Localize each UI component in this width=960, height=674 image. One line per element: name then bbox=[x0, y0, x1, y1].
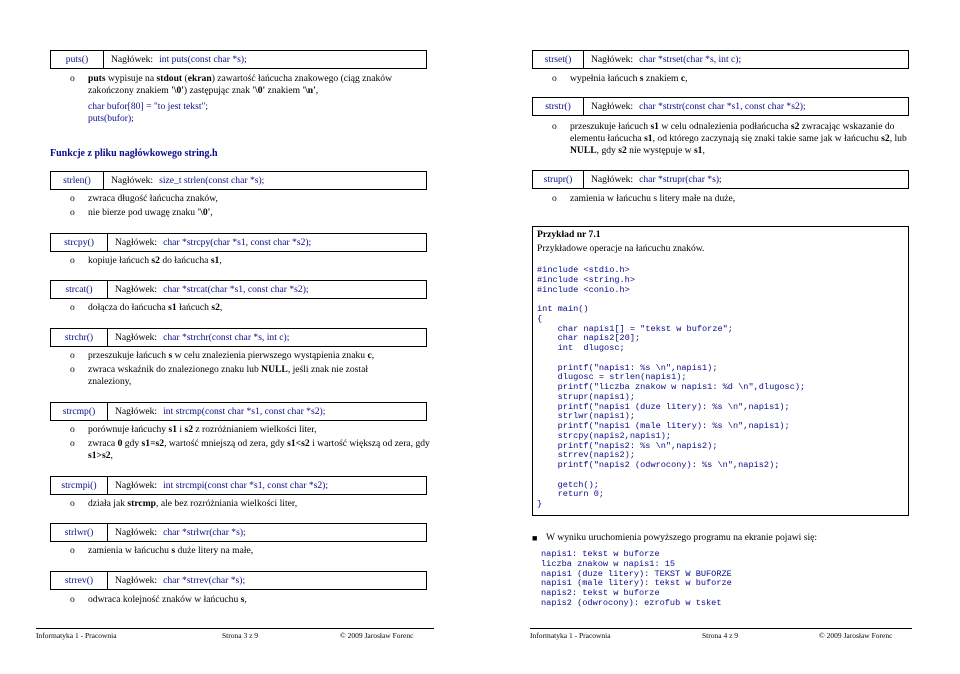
header-label: Nagłówek: bbox=[115, 575, 158, 586]
header-label: Nagłówek: bbox=[115, 480, 158, 491]
example-subtitle: Przykładowe operacje na łańcuchu znaków. bbox=[537, 243, 705, 254]
strcmp-header-box bbox=[50, 402, 427, 421]
function-name: strcmpi() bbox=[51, 477, 108, 494]
strcmpi-header-box bbox=[50, 476, 427, 495]
footer-copyright: © 2009 Jarosław Forenc bbox=[340, 631, 414, 640]
strupr-bullet1: o zamienia w łańcuchu s litery małe na duże, bbox=[552, 193, 736, 204]
strrev-header-box bbox=[50, 571, 427, 590]
function-signature: size_t strlen(const char *s); bbox=[159, 175, 265, 186]
footer-page-number: Strona 3 z 9 bbox=[222, 631, 259, 640]
function-signature: char *strupr(char *s); bbox=[639, 174, 722, 185]
strcat-header-box bbox=[50, 280, 427, 299]
function-signature: char *strrev(char *s); bbox=[163, 575, 246, 586]
function-name: strupr() bbox=[533, 171, 584, 188]
header-label: Nagłówek: bbox=[591, 54, 634, 65]
header-label: Nagłówek: bbox=[115, 237, 158, 248]
function-name: strcmp() bbox=[51, 403, 108, 420]
function-signature: char *strchr(const char *s, int c); bbox=[163, 332, 290, 343]
section-title: Funkcje z pliku nagłówkowego string.h bbox=[50, 148, 218, 159]
function-signature: int puts(const char *s); bbox=[159, 54, 247, 65]
strset-header-box bbox=[532, 50, 909, 69]
header-label: Nagłówek: bbox=[111, 54, 154, 65]
strlwr-header-box bbox=[50, 523, 427, 542]
header-label: Nagłówek: bbox=[115, 332, 158, 343]
header-label: Nagłówek: bbox=[111, 175, 154, 186]
function-name: puts() bbox=[51, 51, 104, 68]
strstr-bullet1: o przeszukuje łańcuch s1 w celu odnalezienia podłańcucha s2 zwracając wskazanie do elementu łańcucha s1, od którego zaczynają się znaki takie same jak w łańcuchu s2, lub NULL, gdy s2 nie występuje w s1, bbox=[552, 121, 907, 156]
footer-copyright: © 2009 Jarosław Forenc bbox=[819, 631, 893, 640]
header-label: Nagłówek: bbox=[115, 406, 158, 417]
function-name: strcat() bbox=[51, 281, 108, 298]
function-name: strlwr() bbox=[51, 524, 108, 541]
strrev-bullet1: o odwraca kolejność znaków w łańcuchu s, bbox=[70, 594, 247, 605]
strcmpi-bullet1: o działa jak strcmp, ale bez rozróżniania wielkości liter, bbox=[70, 498, 298, 509]
right-page bbox=[480, 0, 960, 674]
function-name: strset() bbox=[533, 51, 584, 68]
example-box bbox=[532, 226, 909, 516]
function-signature: int strcmp(const char *s1, const char *s2); bbox=[163, 406, 326, 417]
strlwr-bullet1: o zamienia w łańcuchu s duże litery na małe, bbox=[70, 545, 254, 556]
strupr-header-box bbox=[532, 170, 909, 189]
strcmp-bullet2: o zwraca 0 gdy s1=s2, wartość mniejszą od zera, gdy s1<s2 i wartość większą od zera, gdy s1>s2, bbox=[70, 438, 430, 461]
header-label: Nagłówek: bbox=[591, 174, 634, 185]
function-name: strrev() bbox=[51, 572, 108, 589]
strlen-bullet1: o zwraca długość łańcucha znaków, bbox=[70, 193, 218, 204]
footer-rule bbox=[530, 628, 912, 629]
strset-bullet1: o wypełnia łańcuch s znakiem c, bbox=[552, 73, 688, 84]
strcpy-bullet1: o kopiuje łańcuch s2 do łańcucha s1, bbox=[70, 255, 222, 266]
header-label: Nagłówek: bbox=[591, 101, 634, 112]
strchr-bullet1: o przeszukuje łańcuch s w celu znalezienia pierwszego wystąpienia znaku c, bbox=[70, 350, 375, 361]
function-name: strcpy() bbox=[51, 234, 108, 251]
function-signature: int strcmpi(const char *s1, const char *s2); bbox=[163, 480, 329, 491]
footer-course: Informatyka 1 - Pracownia bbox=[36, 631, 117, 640]
function-signature: char *strlwr(char *s); bbox=[163, 527, 246, 538]
function-name: strstr() bbox=[533, 98, 584, 115]
strstr-header-box bbox=[532, 97, 909, 116]
strcpy-header-box bbox=[50, 233, 427, 252]
puts-example-line2: puts(bufor); bbox=[88, 113, 134, 124]
footer-course: Informatyka 1 - Pracownia bbox=[530, 631, 611, 640]
strchr-header-box bbox=[50, 328, 427, 347]
function-name: strchr() bbox=[51, 329, 108, 346]
function-signature: char *strcpy(char *s1, const char *s2); bbox=[163, 237, 312, 248]
result-intro: ■ W wyniku uruchomienia powyższego programu na ekranie pojawi się: bbox=[532, 532, 818, 543]
example-code: #include <stdio.h> #include <string.h> #include <conio.h> int main() { char napis1[] = "tekst w buforze"; char napis2[20]; int dlugosc; printf("napis1: %s \n",napis1); dlugosc = strlen(napis1); printf("liczba znakow w napis1: %d \n",dlugosc); strupr(napis1); printf("napis1 (duze litery): %s \n",napis1); strlwr(napis1); printf("napis1 (male litery): %s \n",napis1); strcpy(napis2,napis1); printf("napis2: %s \n",napis2); strrev(napis2); printf("napis2 (odwrocony): %s \n",napis2); getch(); return 0; } bbox=[537, 265, 806, 509]
strcmp-bullet1: o porównuje łańcuchy s1 i s2 z rozróżnianiem wielkości liter, bbox=[70, 424, 317, 435]
example-title: Przykład nr 7.1 bbox=[537, 229, 601, 240]
puts-header-box bbox=[50, 50, 427, 69]
strlen-header-box bbox=[50, 171, 427, 190]
footer-rule bbox=[36, 628, 434, 629]
strcat-bullet1: o dołącza do łańcucha s1 łańcuch s2, bbox=[70, 302, 223, 313]
strchr-bullet2: o zwraca wskaźnik do znalezionego znaku lub NULL, jeśli znak nie został znaleziony, bbox=[70, 364, 369, 387]
strlen-bullet2: o nie bierze pod uwagę znaku '\0', bbox=[70, 207, 213, 218]
puts-description: o puts wypisuje na stdout (ekran) zawartość łańcucha znakowego (ciąg znaków zakończony znakiem '\0') zastępując znak '\0' znakiem '\n', bbox=[70, 73, 393, 96]
program-output: napis1: tekst w buforze liczba znakow w napis1: 15 napis1 (duze litery): TEKST W BUFORZE napis1 (male litery): tekst w buforze napis2: tekst w buforze napis2 (odwrocony): ezrofub w tsket bbox=[541, 549, 732, 608]
puts-example-line1: char bufor[80] = "to jest tekst"; bbox=[88, 101, 209, 112]
footer-page-number: Strona 4 z 9 bbox=[702, 631, 739, 640]
function-name: strlen() bbox=[51, 172, 104, 189]
header-label: Nagłówek: bbox=[115, 527, 158, 538]
header-label: Nagłówek: bbox=[115, 284, 158, 295]
bullet-square-icon: ■ bbox=[532, 533, 538, 543]
function-signature: char *strstr(const char *s1, const char *s2); bbox=[639, 101, 806, 112]
function-signature: char *strcat(char *s1, const char *s2); bbox=[163, 284, 309, 295]
function-signature: char *strset(char *s, int c); bbox=[639, 54, 742, 65]
